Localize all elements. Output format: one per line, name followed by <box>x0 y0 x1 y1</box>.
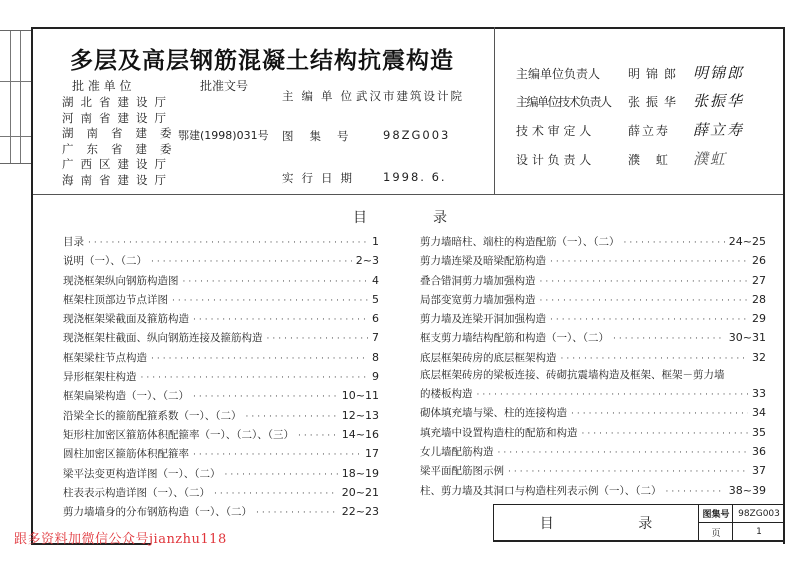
toc-entry[interactable] <box>420 423 766 442</box>
toc-entry-page: 24~25 <box>728 235 766 248</box>
toc-entry-page: 6 <box>372 312 379 326</box>
toc-entry[interactable] <box>420 290 766 309</box>
signature: 张振华 <box>693 92 745 110</box>
toc-entry[interactable] <box>63 464 379 483</box>
approval-unit: 河南省建设厅 <box>62 110 173 125</box>
responsible-role: 主编单位负责人 <box>516 67 601 81</box>
toc-right-column <box>420 232 766 500</box>
responsible-row <box>516 90 744 111</box>
responsible-row <box>516 148 727 169</box>
responsible-name: 濮 虹 <box>628 153 674 167</box>
atlas-no-label: 图集号 <box>282 129 365 143</box>
approval-units <box>62 95 185 188</box>
toc-entry[interactable] <box>420 461 766 480</box>
approval-unit: 湖北省建设厅 <box>62 95 173 109</box>
toc-entry[interactable] <box>420 309 766 328</box>
toc-entry-label: 圆柱加密区箍筋体积配箍率 <box>63 448 189 461</box>
strip-divider <box>10 31 11 163</box>
toc-entry-page: 10~11 <box>341 389 379 403</box>
toc-entry-page: 17 <box>365 447 379 461</box>
leader-dots <box>256 504 338 523</box>
toc-entry-page: 35 <box>752 425 766 439</box>
toc-entry-page: 8 <box>372 350 379 364</box>
approval-unit: 广西区建设厅 <box>62 157 173 171</box>
toc-entry[interactable] <box>63 367 379 386</box>
toc-entry[interactable] <box>63 348 379 367</box>
responsible-name: 张振华 <box>628 95 683 109</box>
toc-entry-page: 30~31 <box>728 331 766 345</box>
toc-entry-label: 矩形柱加密区箍筋体积配箍率（一）、（二）、（三） <box>63 428 294 441</box>
responsible-row <box>516 62 744 83</box>
toc-entry-label: 剪力墙及连梁开洞加强构造 <box>420 313 546 326</box>
toc-entry-label: 梁平法变更构造详图（一）、（二） <box>63 467 221 480</box>
title-block-title: 目 录 <box>494 505 699 541</box>
toc-entry[interactable] <box>420 232 766 251</box>
toc-entry-page: 32 <box>752 350 766 364</box>
toc-entry[interactable] <box>63 271 379 290</box>
toc-entry-page: 38~39 <box>728 483 766 497</box>
responsible-role: 主编单位技术负责人 <box>516 95 611 109</box>
signature: 明锦郎 <box>693 64 745 82</box>
toc-entry-page: 20~21 <box>341 485 379 499</box>
toc-entry-label: 异形框架柱构造 <box>63 371 137 384</box>
toc-entry-page: 28 <box>752 292 766 306</box>
approval-unit: 广东省建委 <box>62 141 185 156</box>
toc-entry-page: 34 <box>752 406 766 420</box>
responsible-role: 技 术 审 定 人 <box>516 124 592 138</box>
atlas-no-value: 98ZG003 <box>383 128 451 142</box>
toc-entry-label: 框支剪力墙结构配筋和构造（一）、（二） <box>420 332 609 345</box>
atlas-title: 多层及高层钢筋混凝土结构抗震构造 <box>70 48 454 74</box>
title-block <box>493 504 785 542</box>
toc-heading-right: 录 <box>433 210 447 226</box>
toc-entry[interactable] <box>63 406 379 425</box>
toc-entry[interactable] <box>63 290 379 309</box>
toc-entry[interactable] <box>420 251 766 270</box>
toc-entry-page: 1 <box>372 235 379 248</box>
toc-entry[interactable] <box>63 328 379 347</box>
responsible-row <box>516 119 744 140</box>
approval-unit: 海南省建设厅 <box>62 172 173 187</box>
responsible-role: 设 计 负 责 人 <box>516 153 592 167</box>
toc-entry[interactable] <box>63 386 379 405</box>
toc-entry-page: 2~3 <box>355 254 379 268</box>
strip-divider <box>20 31 21 163</box>
toc-entry[interactable] <box>63 502 379 521</box>
toc-entry[interactable] <box>63 232 379 251</box>
responsible-name: 明锦郎 <box>628 67 683 81</box>
effective-date-label: 实行日期 <box>282 171 360 185</box>
toc-entry[interactable] <box>420 271 766 290</box>
toc-entry[interactable] <box>63 444 379 463</box>
toc-entry-label: 柱、剪力墙及其洞口与构造柱列表示例（一）、（二） <box>420 484 662 497</box>
toc-entry-page: 26 <box>752 254 766 268</box>
toc-entry-page: 12~13 <box>341 408 379 422</box>
toc-entry[interactable] <box>420 367 766 384</box>
title-block-atlas-label: 图集号 <box>702 510 730 520</box>
toc-entry-label: 底层框架砖房的梁板连接、砖砌抗震墙构造及框架、框架－剪力墙 <box>420 369 725 382</box>
toc-entry-label: 剪力墙连梁及暗梁配筋构造 <box>420 255 546 268</box>
toc-entry-label: 目录 <box>63 236 84 248</box>
approval-unit-header: 批 准 单 位 <box>72 79 132 93</box>
toc-entry-label: 砌体填充墙与梁、柱的连接构造 <box>420 407 567 420</box>
toc-entry-label: 说明（一）、（二） <box>63 255 147 268</box>
toc-entry[interactable] <box>420 481 766 500</box>
approval-unit: 湖南省建委 <box>62 126 185 140</box>
toc-entry-label: 现浇框架纵向钢筋构造图 <box>63 274 179 287</box>
toc-entry-page: 14~16 <box>341 427 379 441</box>
toc-entry-label: 剪力墙暗柱、端柱的构造配筋（一）、（二） <box>420 236 620 248</box>
toc-entry-label: 剪力墙墙身的分布钢筋构造（一）、（二） <box>63 506 252 519</box>
approval-doc-header: 批准文号 <box>200 79 249 93</box>
toc-entry[interactable] <box>420 384 766 403</box>
toc-entry[interactable] <box>63 251 379 270</box>
toc-entry[interactable] <box>420 328 766 347</box>
toc-entry-page: 37 <box>752 464 766 478</box>
toc-heading-left: 目 <box>353 210 367 226</box>
toc-entry-page: 9 <box>372 370 379 384</box>
toc-entry[interactable] <box>63 483 379 502</box>
toc-entry-page: 33 <box>752 387 766 401</box>
toc-entry-label: 框架柱顶部边节点详图 <box>63 293 168 306</box>
toc-entry-label: 底层框架砖房的底层框架构造 <box>420 351 557 364</box>
toc-entry-label: 女儿墙配筋构造 <box>420 445 494 458</box>
toc-entry-page: 29 <box>752 312 766 326</box>
title-block-atlas-value: 98ZG003 <box>738 508 780 519</box>
responsible-name: 薛立寿 <box>628 124 671 138</box>
toc-entry-label: 叠合错洞剪力墙加强构造 <box>420 274 536 287</box>
header-divider <box>33 194 783 195</box>
toc-entry-label: 的楼板构造 <box>420 388 473 401</box>
title-block-page-label: 页 <box>711 528 721 539</box>
editor-unit-label: 主编单位 <box>282 89 360 103</box>
toc-entry[interactable] <box>420 442 766 461</box>
toc-entry-label: 柱表表示构造详图（一）、（二） <box>63 486 210 499</box>
editor-unit-value: 武汉市建筑设计院 <box>356 89 464 103</box>
title-block-page-value: 1 <box>756 527 762 537</box>
toc-entry-label: 局部变宽剪力墙加强构造 <box>420 293 536 306</box>
signature: 濮虹 <box>693 150 728 168</box>
effective-date-value: 1998. 6. <box>383 170 447 184</box>
toc-entry[interactable] <box>63 309 379 328</box>
watermark-text: 跟多资料加微信公众号jianzhu118 <box>14 532 227 547</box>
binding-strip <box>0 30 32 164</box>
toc-entry-label: 填充墙中设置构造柱的配筋和构造 <box>420 426 578 439</box>
toc-entry[interactable] <box>420 403 766 422</box>
toc-entry-label: 现浇框架梁截面及箍筋构造 <box>63 313 189 326</box>
toc-entry-label: 现浇框架柱截面、纵向钢筋连接及箍筋构造 <box>63 332 263 345</box>
toc-entry-page: 7 <box>372 331 379 345</box>
toc-entry-page: 5 <box>372 292 379 306</box>
toc-entry-label: 梁平面配筋图示例 <box>420 465 504 478</box>
approval-doc-number: 鄂建(1998)031号 <box>178 129 269 142</box>
toc-entry-label: 沿梁全长的箍筋配箍系数（一）、（二） <box>63 409 242 422</box>
toc-entry-page: 4 <box>372 273 379 287</box>
signature: 薛立寿 <box>693 121 745 139</box>
strip-divider <box>0 136 32 137</box>
header-divider <box>494 27 495 195</box>
toc-entry[interactable] <box>420 348 766 367</box>
toc-entry-page: 18~19 <box>341 466 379 480</box>
leader-dots <box>666 483 725 502</box>
toc-entry[interactable] <box>63 425 379 444</box>
toc-entry-page: 22~23 <box>341 505 379 519</box>
toc-entry-page: 36 <box>752 444 766 458</box>
toc-left-column <box>63 232 379 521</box>
toc-entry-label: 框架扁梁构造（一）、（二） <box>63 390 189 403</box>
toc-entry-label: 框架梁柱节点构造 <box>63 351 147 364</box>
toc-entry-page: 27 <box>752 273 766 287</box>
strip-divider <box>0 81 32 82</box>
